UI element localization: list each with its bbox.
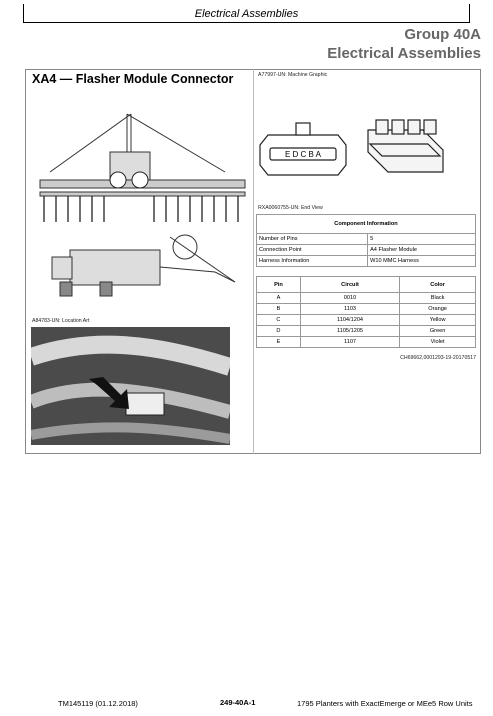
- table-row: [257, 337, 476, 348]
- table-row: [257, 256, 476, 267]
- pin-letters: E D C B A: [284, 150, 322, 159]
- end-view-caption: RXA0060755-UN: End View: [258, 205, 323, 211]
- circuit-cell: 1104/1204: [300, 315, 399, 326]
- color-cell: Orange: [400, 304, 476, 315]
- table-row: [257, 315, 476, 326]
- pin-cell: B: [257, 304, 301, 315]
- color-cell: Green: [400, 326, 476, 337]
- pin-cell: A: [257, 293, 301, 304]
- pin-cell: D: [257, 326, 301, 337]
- info-value: A4 Flasher Module: [368, 245, 476, 256]
- location-photo: [31, 327, 230, 445]
- color-cell: Violet: [400, 337, 476, 348]
- info-label: Connection Point: [257, 245, 368, 256]
- group-title: Group 40A: [404, 26, 481, 43]
- info-label: Number of Pins: [257, 234, 368, 245]
- color-cell: Black: [400, 293, 476, 304]
- table-row: [257, 326, 476, 337]
- color-cell: Yellow: [400, 315, 476, 326]
- circuit-header: Circuit: [300, 277, 399, 293]
- header-underline: [23, 22, 470, 23]
- table-row: [257, 245, 476, 256]
- machine-graphic: [30, 92, 252, 317]
- circuit-cell: 1105/1205: [300, 326, 399, 337]
- machine-caption: A77997-UN: Machine Graphic: [258, 72, 328, 78]
- footer-right: 1795 Planters with ExactEmerge or MEe5 Row Units: [297, 699, 473, 708]
- pin-table: [256, 276, 476, 348]
- circuit-cell: 0010: [300, 293, 399, 304]
- pin-cell: E: [257, 337, 301, 348]
- panel-divider: [253, 69, 254, 454]
- info-value: 5: [368, 234, 476, 245]
- footer-center: 249-40A-1: [220, 698, 256, 707]
- connector-title: XA4 — Flasher Module Connector: [32, 72, 234, 86]
- connector-end-view: [258, 110, 448, 190]
- component-info-heading: Component Information: [257, 215, 476, 234]
- circuit-cell: 1103: [300, 304, 399, 315]
- location-caption: A84783-UN: Location Art: [32, 318, 90, 324]
- table-row: [257, 293, 476, 304]
- color-header: Color: [400, 277, 476, 293]
- info-label: Harness Information: [257, 256, 368, 267]
- component-info-table: [256, 214, 476, 267]
- footer-left: TM145119 (01.12.2018): [58, 699, 138, 708]
- pin-cell: C: [257, 315, 301, 326]
- section-title: Electrical Assemblies: [327, 45, 481, 62]
- running-header: Electrical Assemblies: [194, 8, 299, 20]
- info-value: W10 MMC Harness: [368, 256, 476, 267]
- circuit-cell: 1107: [300, 337, 399, 348]
- pin-header: Pin: [257, 277, 301, 293]
- doc-code: CH69662,0001293-19-20170517: [400, 355, 476, 361]
- table-row: [257, 234, 476, 245]
- table-row: [257, 304, 476, 315]
